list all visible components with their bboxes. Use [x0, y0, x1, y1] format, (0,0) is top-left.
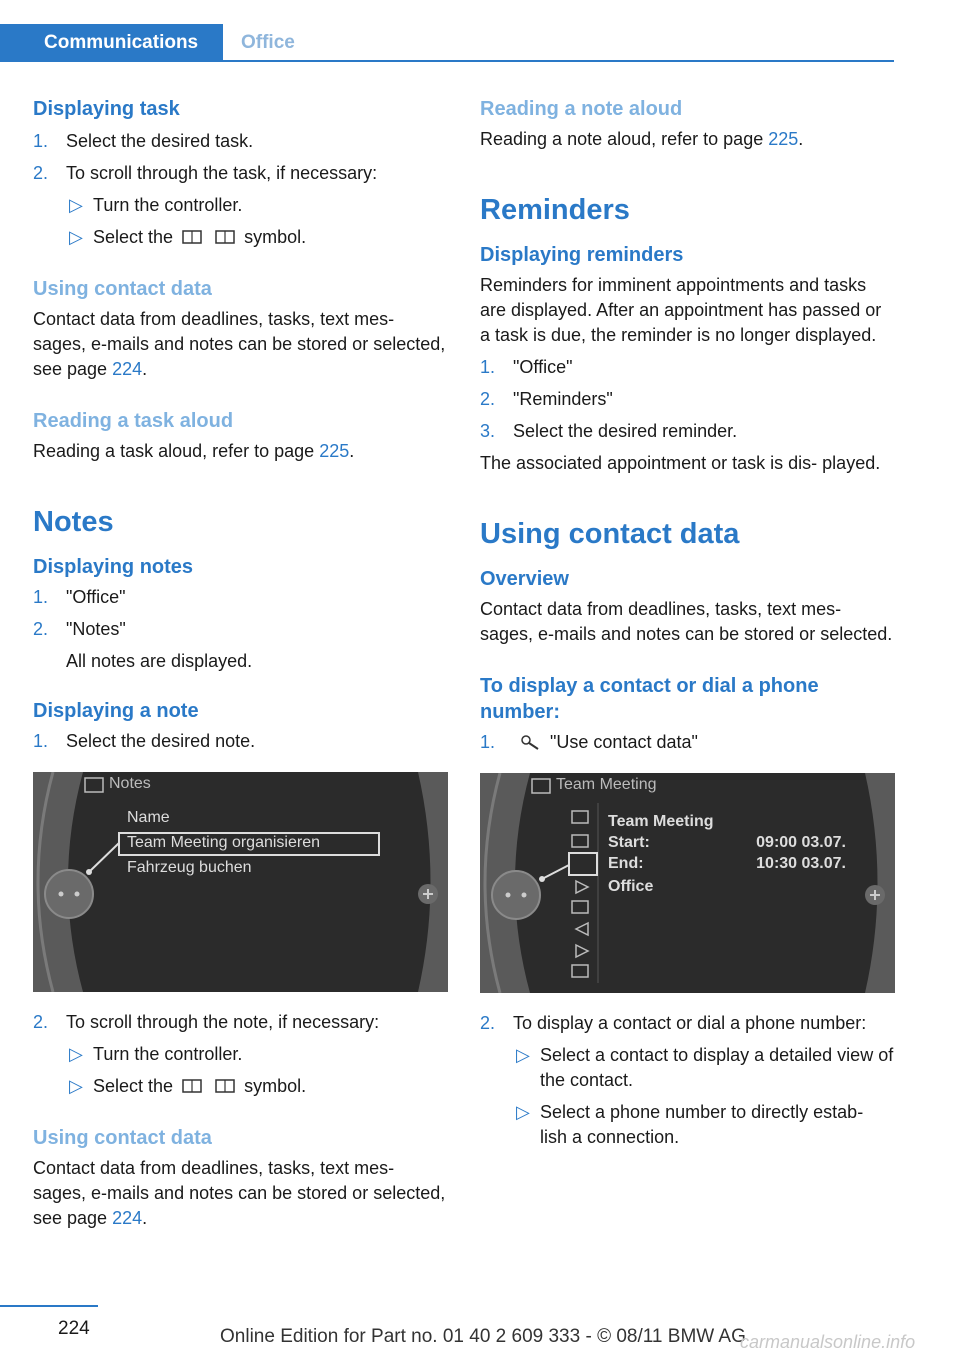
watermark: carmanualsonline.info [740, 1332, 916, 1352]
heading-reading-task-aloud: Reading a task aloud [33, 410, 234, 432]
notes-screen-item: Name [127, 809, 170, 826]
step-item: 1. "Office" [480, 357, 573, 377]
section-title-notes: Notes [33, 506, 114, 538]
heading-using-contact-data: Using contact data [33, 278, 212, 300]
heading-reading-note-aloud: Reading a note aloud [480, 98, 683, 120]
step-item: 2. To display a contact or dial a phone number: [480, 1013, 867, 1033]
step-item: 2. To scroll through the note, if necessary: [33, 1012, 380, 1032]
page-link[interactable]: 225 [319, 441, 350, 461]
heading-displaying-notes: Displaying notes [33, 556, 194, 578]
scroll-back-icon [181, 1078, 203, 1094]
step-item: 1. Select the desired task. [33, 131, 254, 151]
page-link[interactable]: 224 [112, 359, 143, 379]
team-meeting-row: Start: 09:00 03.07. [608, 834, 846, 851]
notes-screen-item: Team Meeting organisieren [127, 834, 320, 851]
heading-displaying-reminders: Displaying reminders [480, 244, 684, 266]
section-tab-communications: Communications [0, 24, 223, 62]
left-column [33, 96, 448, 1231]
paragraph: Contact data from deadlines, tasks, text mes- sages, e-mails and notes can be stored or selected, see page 224. [33, 309, 446, 379]
section-title-reminders: Reminders [480, 194, 630, 226]
scroll-back-icon [181, 229, 203, 245]
team-meeting-row: Office [608, 878, 654, 895]
heading-display-contact: To display a contact or dial a phone number: [480, 675, 819, 723]
contact-search-icon [516, 734, 542, 750]
section-title-using-contact-data: Using contact data [480, 518, 740, 550]
sub-item: ▷ Select a phone number to directly estab- lish a connection. [516, 1102, 864, 1147]
team-meeting-row: End: 10:30 03.07. [608, 855, 846, 872]
page-number-rule [0, 1305, 98, 1307]
page-link[interactable]: 225 [768, 129, 799, 149]
paragraph: Contact data from deadlines, tasks, text mes- sages, e-mails and notes can be stored or selected, see page 224. [33, 1158, 446, 1228]
page-number: 224 [58, 1318, 90, 1339]
sub-item: ▷ Select the symbol. [69, 227, 307, 247]
heading-using-contact-data: Using contact data [33, 1127, 212, 1149]
paragraph: Contact data from deadlines, tasks, text mes- sages, e-mails and notes can be stored or selected. [480, 599, 893, 644]
step-item: 2. To scroll through the task, if necessary: [33, 163, 378, 183]
heading-overview: Overview [480, 568, 569, 590]
section-tab-office: Office [241, 32, 295, 53]
team-meeting-screen-image [480, 773, 895, 993]
notes-screen-item: Fahrzeug buchen [127, 859, 252, 876]
page-link[interactable]: 224 [112, 1208, 143, 1228]
scroll-forward-icon [214, 229, 236, 245]
edition-footer: Online Edition for Part no. 01 40 2 609 333 - © 08/11 BMW AG [220, 1326, 746, 1347]
scroll-forward-icon [214, 1078, 236, 1094]
header-rule [0, 60, 894, 62]
paragraph: Reading a note aloud, refer to page 225. [480, 129, 804, 149]
right-column [480, 96, 895, 1150]
step-item: 1. "Office" [33, 587, 126, 607]
heading-displaying-a-note: Displaying a note [33, 700, 199, 722]
sub-item: ▷ Select a contact to display a detailed view of the contact. [516, 1045, 894, 1090]
step-item: 1. "Use contact data" [480, 732, 698, 752]
notes-screen-image [33, 772, 448, 992]
team-meeting-screen-title: Team Meeting [556, 776, 657, 793]
team-meeting-row: Team Meeting [608, 813, 714, 830]
paragraph: Reminders for imminent appointments and tasks are displayed. After an appointment has passed or a task is due, the reminder is no longer displayed. [480, 275, 882, 345]
step-continuation: All notes are displayed. [66, 651, 253, 671]
step-item: 1. Select the desired note. [33, 731, 256, 751]
heading-displaying-task: Displaying task [33, 98, 180, 120]
sub-item: ▷ Select the symbol. [69, 1076, 307, 1096]
paragraph: Reading a task aloud, refer to page 225. [33, 441, 355, 461]
step-item: 2. "Notes" [33, 619, 126, 639]
step-item: 3. Select the desired reminder. [480, 421, 738, 441]
sub-item: ▷ Turn the controller. [69, 1044, 243, 1064]
step-item: 2. "Reminders" [480, 389, 613, 409]
notes-screen-title: Notes [109, 775, 151, 792]
sub-item: ▷ Turn the controller. [69, 195, 243, 215]
paragraph: The associated appointment or task is dis- played. [480, 453, 881, 473]
